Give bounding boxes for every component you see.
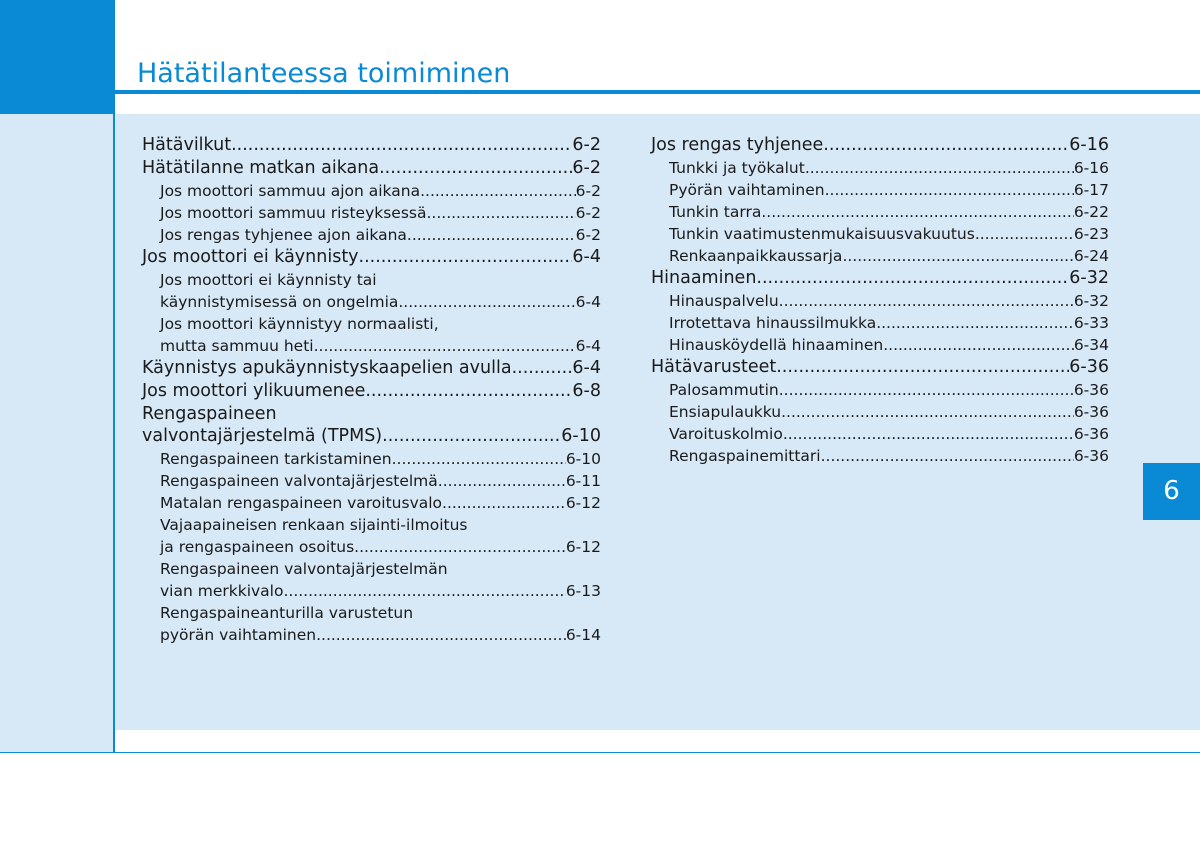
toc-subentry[interactable] bbox=[142, 536, 601, 558]
toc-entry-label: Hinaaminen bbox=[651, 268, 757, 288]
toc-entry-label: Jos moottori ei käynnisty bbox=[142, 247, 359, 267]
toc-page-number: 6-4 bbox=[575, 293, 601, 311]
toc-page-number: 6-32 bbox=[1069, 268, 1109, 288]
toc-subentry bbox=[142, 558, 601, 580]
toc-entry[interactable] bbox=[142, 380, 601, 403]
toc-page-number: 6-12 bbox=[565, 494, 601, 512]
toc-subentry[interactable] bbox=[651, 245, 1109, 267]
dot-leader bbox=[407, 224, 576, 246]
toc-entry[interactable] bbox=[651, 267, 1109, 290]
toc-entry-label: Varoituskolmio bbox=[669, 425, 783, 443]
dot-leader bbox=[420, 180, 576, 202]
toc-subentry[interactable] bbox=[651, 157, 1109, 179]
dot-leader bbox=[823, 134, 1069, 157]
toc-entry-label: Tunkki ja työkalut bbox=[669, 159, 805, 177]
dot-leader bbox=[776, 356, 1069, 379]
toc-entry-label: valvontajärjestelmä (TPMS) bbox=[142, 426, 383, 446]
left-margin-strip bbox=[0, 114, 114, 753]
toc-entry-label: Rengaspaineanturilla varustetun bbox=[160, 604, 414, 622]
toc-subentry[interactable] bbox=[651, 445, 1109, 467]
toc-entry-label: Rengaspainemittari bbox=[669, 447, 821, 465]
toc-entry-label: Tunkin tarra bbox=[669, 203, 762, 221]
chapter-tab[interactable]: 6 bbox=[1143, 463, 1200, 520]
toc-entry-label: Rengaspaineen bbox=[142, 404, 277, 424]
toc-subentry bbox=[142, 514, 601, 536]
toc-page-number: 6-36 bbox=[1073, 447, 1109, 465]
dot-leader bbox=[442, 492, 566, 514]
dot-leader bbox=[438, 470, 566, 492]
toc-page-number: 6-36 bbox=[1073, 425, 1109, 443]
toc-entry-label: Jos rengas tyhjenee ajon aikana bbox=[160, 226, 407, 244]
toc-entry-label: Palosammutin bbox=[669, 381, 779, 399]
toc-entry[interactable] bbox=[142, 357, 601, 380]
toc-entry-label: Hinausköydellä hinaaminen bbox=[669, 336, 884, 354]
left-edge-rule bbox=[113, 0, 115, 753]
toc-entry-label: Ensiapulaukku bbox=[669, 403, 782, 421]
toc-entry-label: Pyörän vaihtaminen bbox=[669, 181, 825, 199]
toc-subentry[interactable] bbox=[142, 202, 601, 224]
toc-page-number: 6-13 bbox=[565, 582, 601, 600]
toc-page-number: 6-17 bbox=[1073, 181, 1109, 199]
toc-subentry[interactable] bbox=[651, 179, 1109, 201]
corner-accent-block bbox=[0, 0, 114, 114]
page-title: Hätätilanteessa toimiminen bbox=[137, 58, 511, 89]
dot-leader bbox=[783, 423, 1074, 445]
toc-entry-label: Jos moottori sammuu ajon aikana bbox=[160, 182, 421, 200]
toc-subentry[interactable] bbox=[142, 580, 601, 602]
toc-entry-label: Matalan rengaspaineen varoitusvalo bbox=[160, 494, 443, 512]
toc-page-number: 6-4 bbox=[572, 247, 601, 267]
toc-page-number: 6-34 bbox=[1073, 336, 1109, 354]
toc-page-number: 6-36 bbox=[1073, 403, 1109, 421]
dot-leader bbox=[779, 290, 1074, 312]
toc-left-column bbox=[142, 134, 601, 646]
toc-subentry[interactable] bbox=[651, 379, 1109, 401]
dot-leader bbox=[842, 245, 1073, 267]
dot-leader bbox=[883, 334, 1074, 356]
toc-subentry[interactable] bbox=[142, 224, 601, 246]
dot-leader bbox=[427, 202, 576, 224]
toc-entry-label: Hätätilanne matkan aikana bbox=[142, 158, 380, 178]
toc-entry-label: Vajaapaineisen renkaan sijainti-ilmoitus bbox=[160, 516, 468, 534]
dot-leader bbox=[365, 380, 572, 403]
dot-leader bbox=[512, 357, 573, 380]
dot-leader bbox=[398, 291, 575, 313]
dot-leader bbox=[314, 335, 576, 357]
dot-leader bbox=[283, 580, 565, 602]
toc-entry-label: mutta sammuu heti bbox=[160, 337, 314, 355]
dot-leader bbox=[876, 312, 1074, 334]
toc-entry-label: ja rengaspaineen osoitus bbox=[160, 538, 355, 556]
toc-entry-label: Käynnistys apukäynnistyskaapelien avulla bbox=[142, 358, 512, 378]
toc-page-number: 6-10 bbox=[561, 426, 601, 446]
toc-subentry[interactable] bbox=[651, 290, 1109, 312]
toc-subentry[interactable] bbox=[142, 291, 601, 313]
dot-leader bbox=[821, 445, 1074, 467]
toc-entry-label: Hätävarusteet bbox=[651, 357, 777, 377]
dot-leader bbox=[382, 425, 561, 448]
toc-subentry[interactable] bbox=[651, 201, 1109, 223]
toc-subentry[interactable] bbox=[142, 470, 601, 492]
toc-entry-label: Renkaanpaikkaussarja bbox=[669, 247, 843, 265]
toc-subentry bbox=[142, 313, 601, 335]
toc-subentry bbox=[142, 269, 601, 291]
toc-page-number: 6-16 bbox=[1073, 159, 1109, 177]
toc-subentry[interactable] bbox=[142, 492, 601, 514]
dot-leader bbox=[231, 134, 572, 157]
toc-entry[interactable] bbox=[142, 134, 601, 157]
dot-leader bbox=[761, 201, 1073, 223]
dot-leader bbox=[354, 536, 566, 558]
toc-page-number: 6-12 bbox=[565, 538, 601, 556]
toc-entry[interactable] bbox=[142, 425, 601, 448]
toc-entry-label: Jos moottori ylikuumenee bbox=[142, 381, 366, 401]
toc-entry-label: Jos moottori sammuu risteyksessä bbox=[160, 204, 427, 222]
toc-page-number: 6-14 bbox=[565, 626, 601, 644]
dot-leader bbox=[359, 246, 573, 269]
toc-page-number: 6-36 bbox=[1073, 381, 1109, 399]
dot-leader bbox=[781, 401, 1074, 423]
toc-entry-label: vian merkkivalo bbox=[160, 582, 284, 600]
toc-entry[interactable] bbox=[142, 157, 601, 180]
toc-subentry[interactable] bbox=[142, 180, 601, 202]
toc-subentry[interactable] bbox=[651, 334, 1109, 356]
toc-page-number: 6-33 bbox=[1073, 314, 1109, 332]
toc-page-number: 6-2 bbox=[575, 226, 601, 244]
toc-subentry[interactable] bbox=[651, 401, 1109, 423]
dot-leader bbox=[379, 157, 572, 180]
toc-subentry[interactable] bbox=[651, 312, 1109, 334]
toc-entry-label: käynnistymisessä on ongelmia bbox=[160, 293, 399, 311]
toc-entry bbox=[142, 403, 601, 425]
dot-leader bbox=[805, 157, 1074, 179]
dot-leader bbox=[975, 223, 1074, 245]
toc-entry-label: pyörän vaihtaminen bbox=[160, 626, 317, 644]
toc-subentry[interactable] bbox=[142, 448, 601, 470]
toc-entry-label: Hinauspalvelu bbox=[669, 292, 779, 310]
toc-right-column bbox=[651, 134, 1109, 467]
toc-entry[interactable] bbox=[142, 246, 601, 269]
dot-leader bbox=[825, 179, 1074, 201]
toc-subentry[interactable] bbox=[651, 423, 1109, 445]
bottom-rule bbox=[0, 752, 1200, 753]
toc-entry-label: Hätävilkut bbox=[142, 135, 232, 155]
toc-page-number: 6-2 bbox=[575, 204, 601, 222]
toc-entry[interactable] bbox=[651, 134, 1109, 157]
toc-entry-label: Rengaspaineen valvontajärjestelmä bbox=[160, 472, 438, 490]
toc-page-number: 6-4 bbox=[572, 358, 601, 378]
toc-entry-label: Tunkin vaatimustenmukaisuusvakuutus bbox=[669, 225, 975, 243]
toc-page-number: 6-24 bbox=[1073, 247, 1109, 265]
toc-entry[interactable] bbox=[651, 356, 1109, 379]
toc-page-number: 6-32 bbox=[1073, 292, 1109, 310]
dot-leader bbox=[316, 624, 566, 646]
toc-page-number: 6-16 bbox=[1069, 135, 1109, 155]
toc-page-number: 6-4 bbox=[575, 337, 601, 355]
toc-page-number: 6-2 bbox=[572, 158, 601, 178]
toc-entry-label: Irrotettava hinaussilmukka bbox=[669, 314, 877, 332]
toc-page-number: 6-22 bbox=[1073, 203, 1109, 221]
toc-page-number: 6-36 bbox=[1069, 357, 1109, 377]
toc-page-number: 6-8 bbox=[572, 381, 601, 401]
toc-page-number: 6-10 bbox=[565, 450, 601, 468]
toc-subentry[interactable] bbox=[651, 223, 1109, 245]
toc-entry-label: Rengaspaineen valvontajärjestelmän bbox=[160, 560, 448, 578]
toc-page-number: 6-11 bbox=[565, 472, 601, 490]
toc-page-number: 6-2 bbox=[575, 182, 601, 200]
toc-entry-label: Rengaspaineen tarkistaminen bbox=[160, 450, 392, 468]
dot-leader bbox=[779, 379, 1074, 401]
toc-page-number: 6-2 bbox=[572, 135, 601, 155]
toc-subentry bbox=[142, 602, 601, 624]
toc-page-number: 6-23 bbox=[1073, 225, 1109, 243]
dot-leader bbox=[392, 448, 566, 470]
toc-subentry[interactable] bbox=[142, 335, 601, 357]
toc-subentry[interactable] bbox=[142, 624, 601, 646]
toc-entry-label: Jos moottori käynnistyy normaalisti, bbox=[160, 315, 439, 333]
toc-entry-label: Jos rengas tyhjenee bbox=[651, 135, 824, 155]
dot-leader bbox=[756, 267, 1069, 290]
toc-entry-label: Jos moottori ei käynnisty tai bbox=[160, 271, 377, 289]
